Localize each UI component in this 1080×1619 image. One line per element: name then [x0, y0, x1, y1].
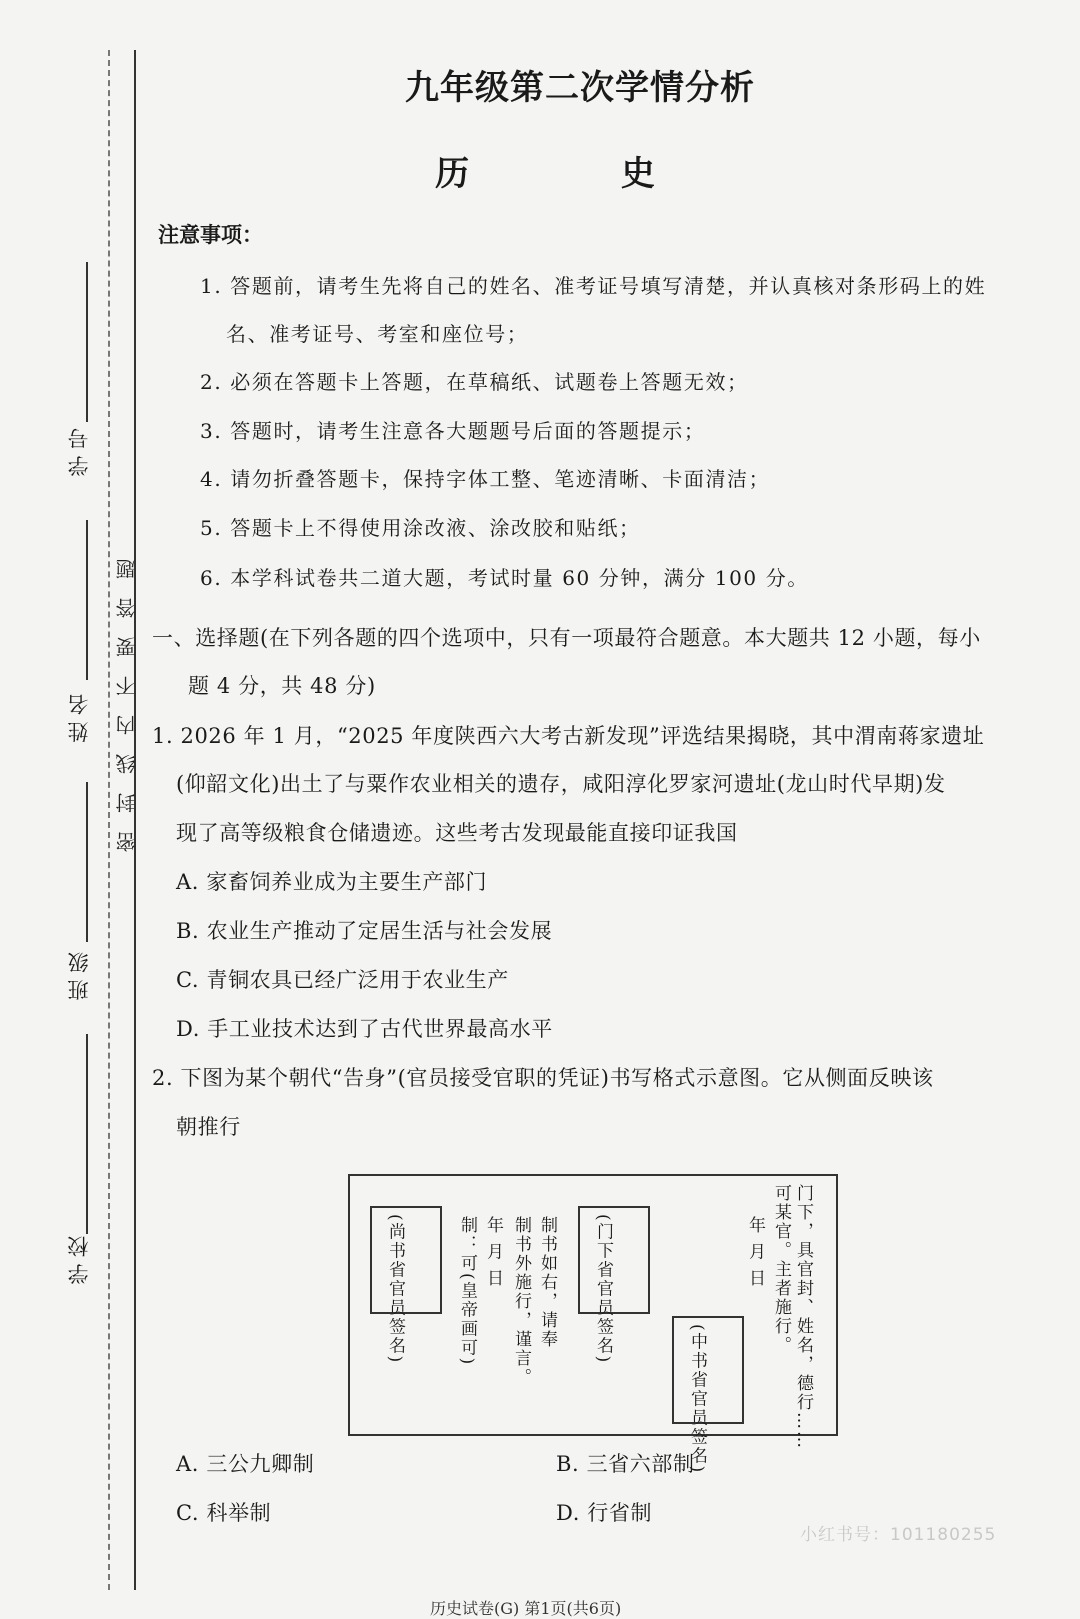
- section-heading-cont: 题 4 分，共 48 分): [188, 674, 376, 698]
- notice-line: 名、准考证号、考室和座位号；: [226, 322, 529, 346]
- q1-option-a[interactable]: A. 家畜饲养业成为主要生产部门: [176, 870, 488, 894]
- q1-option-c[interactable]: C. 青铜农具已经广泛用于农业生产: [176, 968, 509, 992]
- menxia-signature-text: (门下省官员签名): [593, 1214, 613, 1365]
- diagram-col-menxia-header: 门下，具官封、姓名，德行……: [793, 1184, 813, 1450]
- diagram-col-zhishu-cont: 制书外施行，谨言。: [511, 1216, 531, 1387]
- q2-stem-line: 2. 下图为某个朝代“告身”(官员接受官职的凭证)书写格式示意图。它从侧面反映该: [152, 1066, 934, 1090]
- fill-line: [86, 520, 88, 680]
- q1-stem-line: (仰韶文化)出土了与粟作农业相关的遗存，咸阳淳化罗家河遗址(龙山时代早期)发: [176, 772, 946, 796]
- notice-line: 3. 答题时，请考生注意各大题题号后面的答题提示；: [200, 419, 706, 443]
- notice-heading: 注意事项：: [158, 222, 263, 247]
- q2-option-b[interactable]: B. 三省六部制: [556, 1452, 695, 1476]
- q2-option-a[interactable]: A. 三公九卿制: [176, 1452, 315, 1476]
- fill-line: [86, 262, 88, 422]
- q1-stem-line: 1. 2026 年 1 月，“2025 年度陕西六大考古新发现”评选结果揭晓，其中渭南蒋家遗址: [152, 724, 985, 748]
- diagram-col-approval: 可某官。主者施行。: [771, 1184, 791, 1355]
- section-heading: 一、选择题(在下列各题的四个选项中，只有一项最符合题意。本大题共 12 小题，每小: [152, 626, 981, 650]
- shangshu-signature-box: [370, 1206, 442, 1365]
- student-id-label: 学 号: [67, 428, 91, 477]
- subject-title: 历 史: [435, 154, 725, 194]
- q1-option-b[interactable]: B. 农业生产推动了定居生活与社会发展: [176, 919, 553, 943]
- diagram-col-zhishu: 制书如右，请奉: [537, 1216, 557, 1349]
- q2-option-d[interactable]: D. 行省制: [556, 1501, 653, 1525]
- diagram-col-emperor-approval: 制：可(皇帝画可): [457, 1216, 477, 1367]
- notice-line: 4. 请勿折叠答题卡，保持字体工整、笔迹清晰、卡面清洁；: [200, 467, 771, 491]
- fill-line: [86, 782, 88, 942]
- q1-option-d[interactable]: D. 手工业技术达到了古代世界最高水平: [176, 1017, 553, 1041]
- menxia-signature-box: [578, 1206, 650, 1365]
- diagram-col-date2: 年 月 日: [483, 1216, 503, 1288]
- zhongshu-signature-box: [672, 1316, 744, 1475]
- notice-line: 2. 必须在答题卡上答题，在草稿纸、试题卷上答题无效；: [200, 370, 749, 394]
- watermark: 小红书号：101180255: [800, 1525, 997, 1545]
- q2-option-c[interactable]: C. 科举制: [176, 1501, 272, 1525]
- seal-dashed-line: [108, 50, 110, 1590]
- fill-line: [86, 1034, 88, 1234]
- exam-title: 九年级第二次学情分析: [405, 68, 755, 108]
- diagram-col-date: 年 月 日: [745, 1216, 765, 1288]
- notice-line: 5. 答题卡上不得使用涂改液、涂改胶和贴纸；: [200, 516, 641, 540]
- zhongshu-signature-text: (中书省官员签名): [687, 1324, 707, 1475]
- seal-warning-text: 密封线内不要答题: [115, 540, 139, 852]
- school-label: 学 校: [67, 1236, 91, 1285]
- page-footer: 历史试卷(G) 第1页(共6页): [430, 1599, 622, 1618]
- q1-stem-line: 现了高等级粮食仓储遗迹。这些考古发现最能直接印证我国: [176, 821, 738, 845]
- name-label: 姓 名: [67, 694, 91, 743]
- class-label: 班 级: [67, 952, 91, 1001]
- notice-line: 6. 本学科试卷共二道大题，考试时量 60 分钟，满分 100 分。: [200, 566, 809, 590]
- q2-stem-line: 朝推行: [176, 1115, 241, 1139]
- notice-line: 1. 答题前，请考生先将自己的姓名、准考证号填写清楚，并认真核对条形码上的姓: [200, 274, 987, 298]
- shangshu-signature-text: (尚书省官员签名): [385, 1214, 405, 1365]
